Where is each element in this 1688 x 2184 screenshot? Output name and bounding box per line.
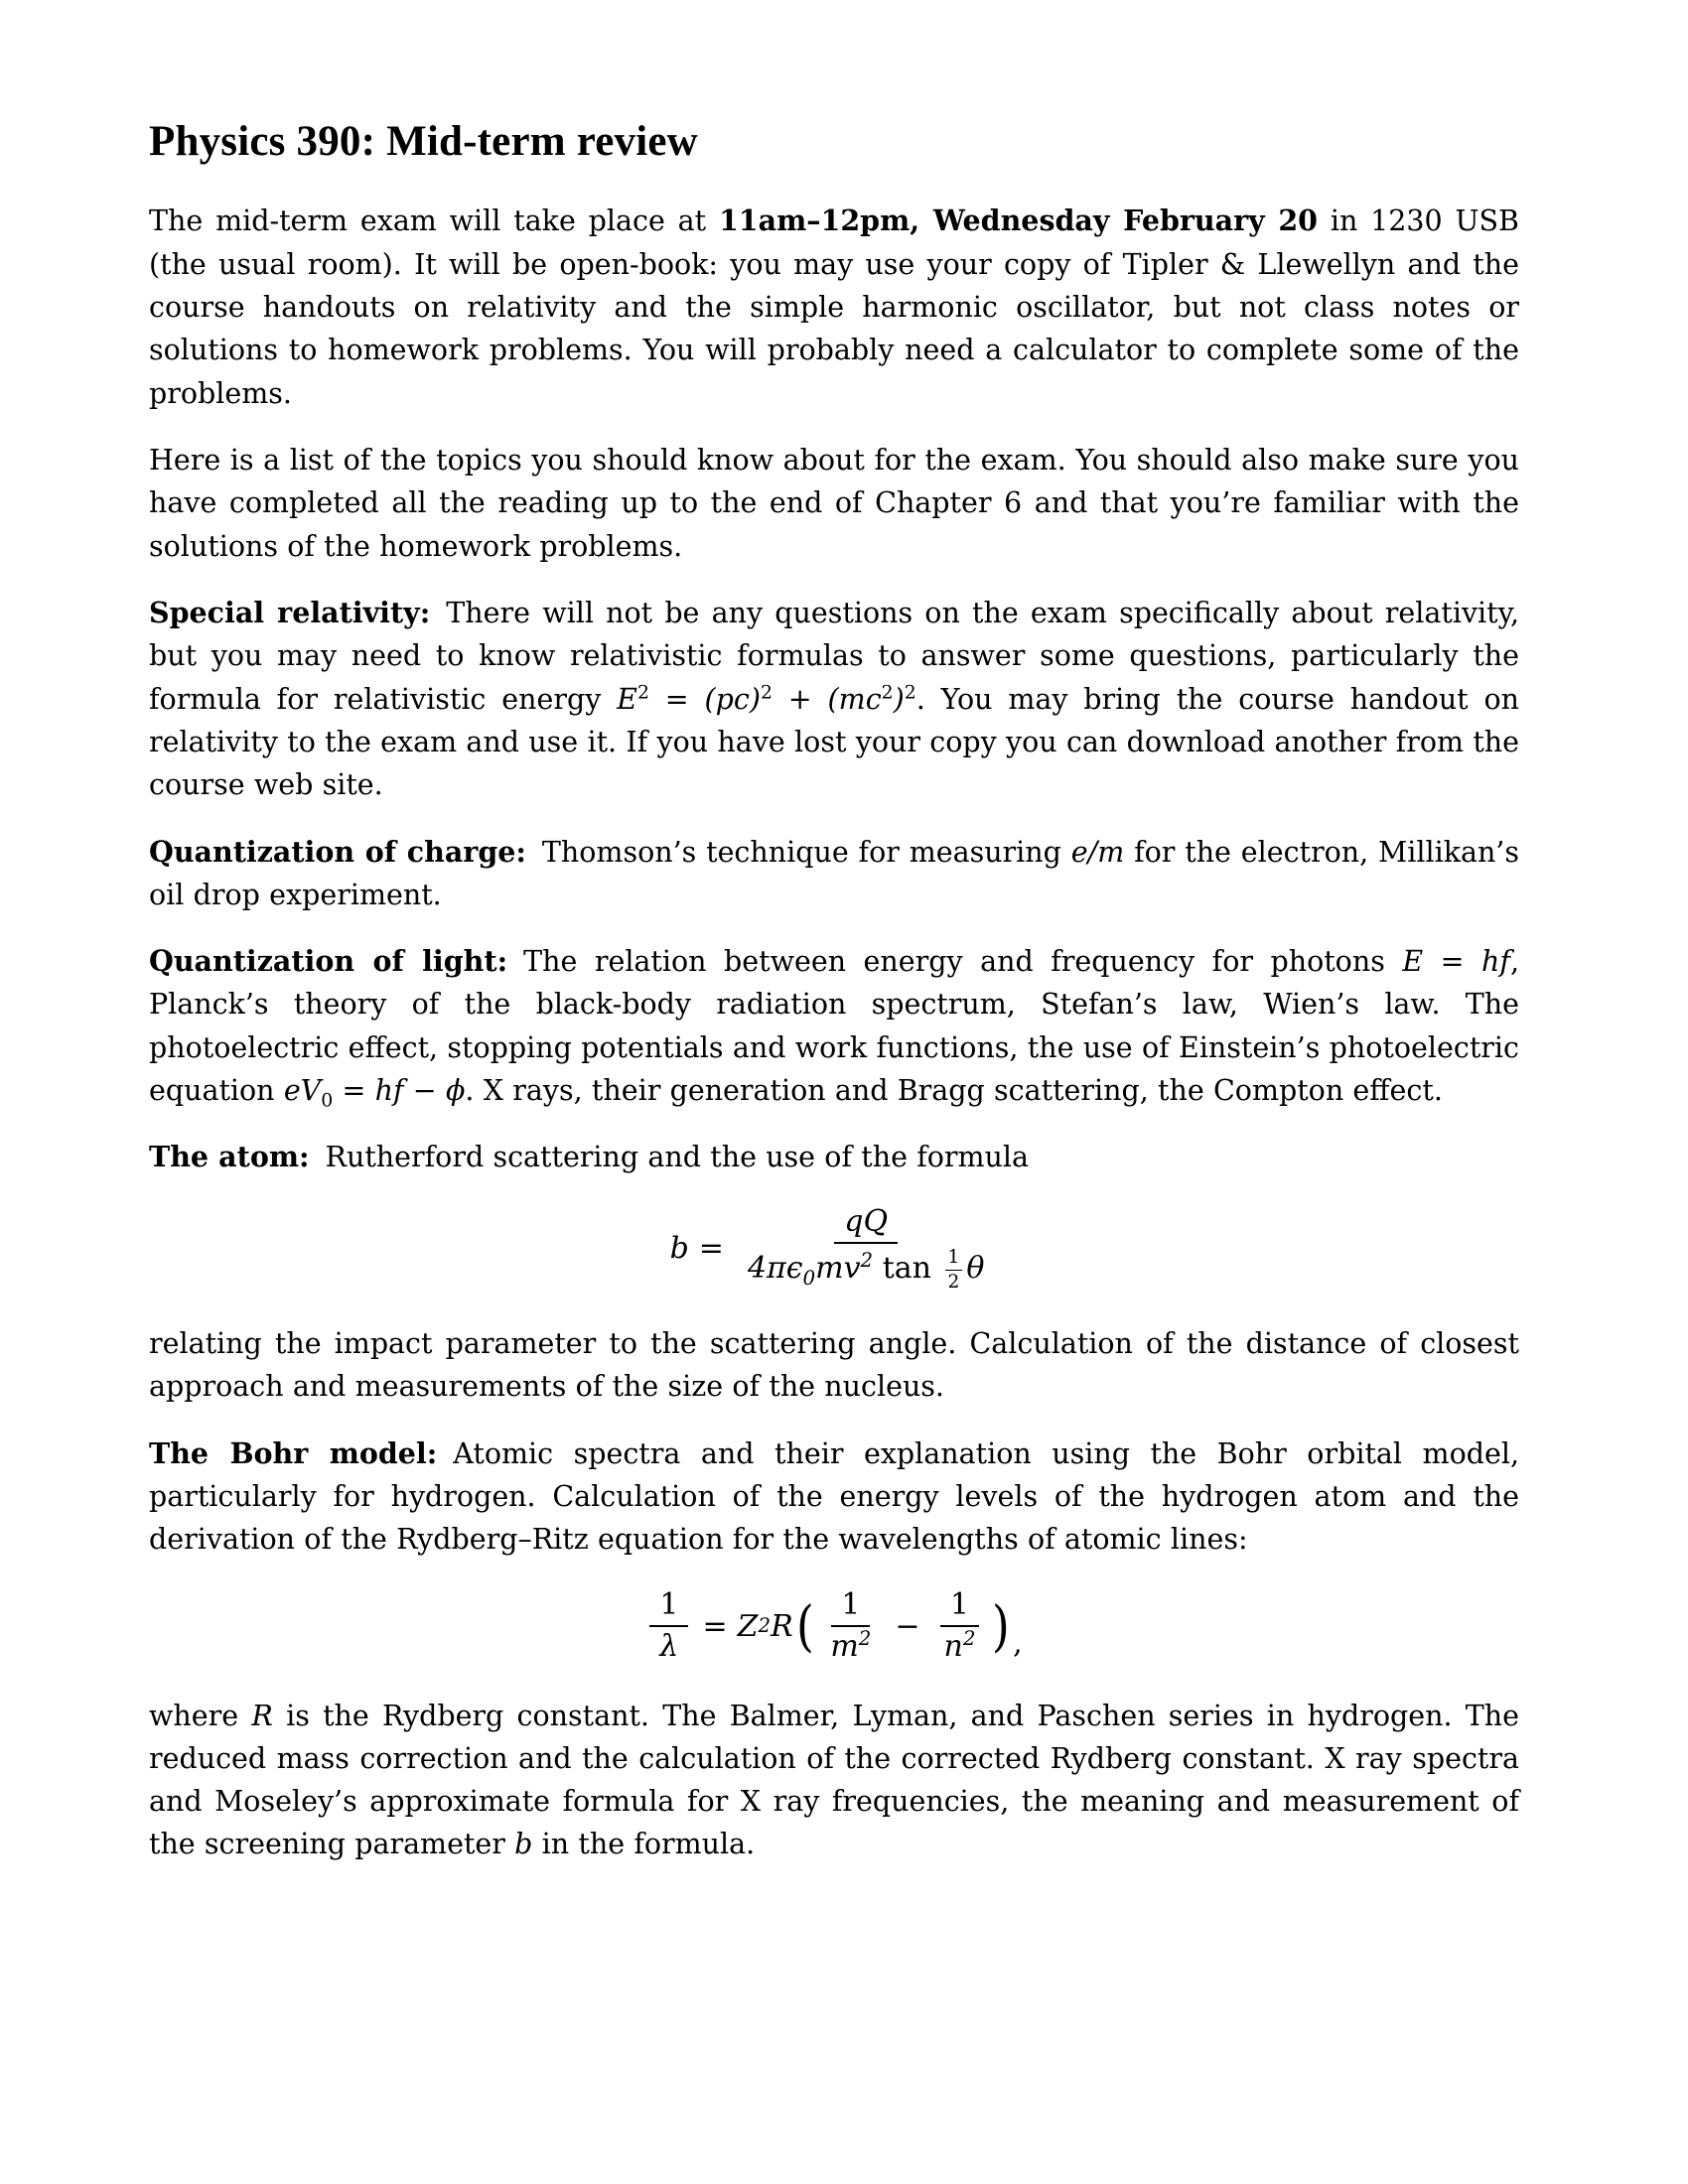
denominator-lambda: λ	[659, 1629, 679, 1664]
exp-v: 2	[860, 1249, 874, 1273]
section-the-atom	[149, 1136, 1519, 1178]
light-text-b: , Planck’s theory of the black-body radiation spectrum, Stefan’s law, Wien’s law. The photoelectric effect, stopping potentials and work functions, the use of Einstein’s photoelectric equation	[149, 945, 1520, 1108]
equals-sign: =	[698, 1231, 724, 1267]
symbol-eV: eV	[283, 1074, 322, 1108]
heading-the-atom: The atom:	[149, 1140, 310, 1174]
numerator-one: 1	[940, 1588, 979, 1628]
bohr-text-after-equation	[149, 1695, 1519, 1866]
heading-bohr-model: The Bohr model:	[149, 1435, 438, 1470]
symbol-n: n	[943, 1629, 963, 1664]
fraction-one-half	[945, 1247, 963, 1293]
symbol-R: R	[251, 1699, 273, 1732]
heading-quantization-of-charge: Quantization of charge:	[149, 834, 526, 869]
intro-paragraph-exam-details	[149, 200, 1519, 415]
exp-n: 2	[962, 1627, 976, 1650]
exp-mc-outer: 2	[904, 682, 916, 704]
term-mc: (mc	[827, 682, 882, 716]
section-quantization-of-light	[149, 940, 1519, 1112]
numerator-one: 1	[649, 1588, 688, 1628]
symbol-theta: θ	[966, 1251, 985, 1287]
denominator-n-squared	[934, 1627, 986, 1665]
denominator	[738, 1244, 994, 1293]
minus-sign: −	[403, 1074, 446, 1108]
formula-relativistic-energy	[617, 683, 916, 716]
plus-sign: +	[772, 682, 828, 716]
sub-zero: 0	[802, 1267, 816, 1291]
section-bohr-model	[149, 1433, 1519, 1562]
equals-sign: =	[702, 1608, 728, 1644]
symbol-Z: Z	[737, 1608, 759, 1644]
heading-special-relativity: Special relativity:	[149, 595, 431, 629]
numerator-one: 1	[831, 1588, 870, 1628]
exp-pc: 2	[760, 682, 773, 704]
charge-text-a: Thomson’s technique for measuring	[541, 835, 1071, 869]
section-quantization-of-charge	[149, 831, 1519, 917]
symbol-m: m	[830, 1629, 859, 1664]
charge-text-b: for the electron, Millikan’s oil drop experiment.	[149, 835, 1519, 911]
atom-text-a: Rutherford scattering and the use of the formula	[325, 1141, 1030, 1174]
spacer	[931, 1251, 941, 1286]
intro-text-before-bold: The mid-term exam will take place at	[149, 205, 719, 238]
denominator-m-squared	[820, 1627, 881, 1665]
term-tan: tan	[882, 1251, 931, 1287]
page-title: Physics 390: Mid-term review	[149, 118, 698, 165]
paren-close-mc: )	[893, 682, 905, 716]
exam-time-date: 11am–12pm, Wednesday February 20	[718, 204, 1319, 238]
numerator-one: 1	[945, 1247, 963, 1270]
relativity-text-b: . You may bring the course handout on relativity to the exam and use it. If you have lost your copy you can download another from the course web site.	[149, 682, 1519, 802]
exp-m: 2	[858, 1627, 872, 1650]
paren-open: (	[795, 1594, 814, 1660]
relativity-text-a: There will not be any questions on the exam specifically about relativity, but you may need to know relativistic formulas to answer some questions, particularly the formula for relativistic energy	[149, 596, 1520, 716]
bohr-text-b-3: in the formula.	[532, 1828, 756, 1861]
symbol-E: E	[617, 682, 637, 716]
symbol-b: b	[514, 1828, 533, 1861]
trailing-comma: ,	[1013, 1625, 1023, 1661]
exp-E: 2	[636, 682, 649, 704]
formula-photoelectric	[283, 1074, 466, 1112]
bohr-text-a: Atomic spectra and their explanation using the Bohr orbital model, particularly for hydrogen. Calculation of the energy levels of the hydrogen atom and the derivation of the Rydberg–Ritz equation for the wavelengths of atomic lines:	[149, 1436, 1520, 1557]
term-pc: (pc)	[704, 682, 761, 716]
paren-close: )	[992, 1594, 1011, 1660]
equation-row: $\frac{1}{\lambda}$ = Z 2 R ( $\frac{1}{m^2}$ − $\frac{1}{n^2}$ ) ,	[645, 1588, 1022, 1665]
light-text-a: The relation between energy and frequency for photons	[523, 945, 1403, 979]
equals-sign: =	[333, 1074, 375, 1108]
symbol-e-over-m: e/m	[1070, 835, 1125, 869]
fraction-one-over-n-squared	[934, 1588, 986, 1665]
symbol-b: b	[669, 1231, 689, 1267]
heading-quantization-of-light: Quantization of light:	[149, 944, 508, 979]
symbol-hf: hf	[374, 1074, 404, 1108]
minus-sign: −	[895, 1608, 920, 1644]
section-special-relativity	[149, 592, 1519, 807]
formula-photon-energy: E = hf	[1402, 945, 1510, 979]
equation-row	[670, 1205, 999, 1293]
equation-rydberg-ritz	[149, 1587, 1519, 1665]
spacer	[873, 1251, 883, 1286]
fraction-one-over-m-squared	[820, 1588, 881, 1665]
intro-text-after-bold: in 1230 USB (the usual room). It will be open-book: you may use your copy of Tipler & Llewellyn and the course handouts on relativity and the simple harmonic oscillator, but not class notes or solutions to homework problems. You will probably need a calculator to complete some of the problems.	[149, 205, 1520, 410]
denominator-two: 2	[947, 1271, 960, 1293]
symbol-R: R	[771, 1608, 793, 1644]
term-4pi-epsilon: 4πϵ	[747, 1251, 803, 1287]
light-text-c: . X rays, their generation and Bragg scattering, the Compton effect.	[465, 1074, 1443, 1108]
bohr-text-b-1: where	[149, 1699, 252, 1732]
fraction-rutherford	[738, 1205, 994, 1293]
symbol-phi: ϕ	[445, 1074, 466, 1108]
equation-rutherford-impact-parameter	[149, 1205, 1519, 1293]
term-mv: mv	[815, 1251, 861, 1287]
fraction-one-over-lambda	[649, 1588, 688, 1665]
bohr-text-b-2: is the Rydberg constant. The Balmer, Lyman, and Paschen series in hydrogen. The reduced mass correction and the calculation of the corrected Rydberg constant. X ray spectra and Moseley’s approximate formula for X ray frequencies, the meaning and measurement of the screening parameter	[149, 1699, 1520, 1861]
exp-c-inner: 2	[881, 682, 894, 704]
intro-paragraph-topics: Here is a list of the topics you should know about for the exam. You should also make sure you have completed all the reading up to the end of Chapter 6 and that you’re familiar with the solutions of the homework problems.	[149, 444, 1519, 563]
equals-sign: =	[648, 682, 705, 716]
atom-text-after-equation: relating the impact parameter to the scattering angle. Calculation of the distance of closest approach and measurements of the size of the nucleus.	[149, 1326, 1519, 1404]
sub-zero: 0	[321, 1090, 334, 1112]
numerator-qQ: qQ	[834, 1205, 898, 1245]
